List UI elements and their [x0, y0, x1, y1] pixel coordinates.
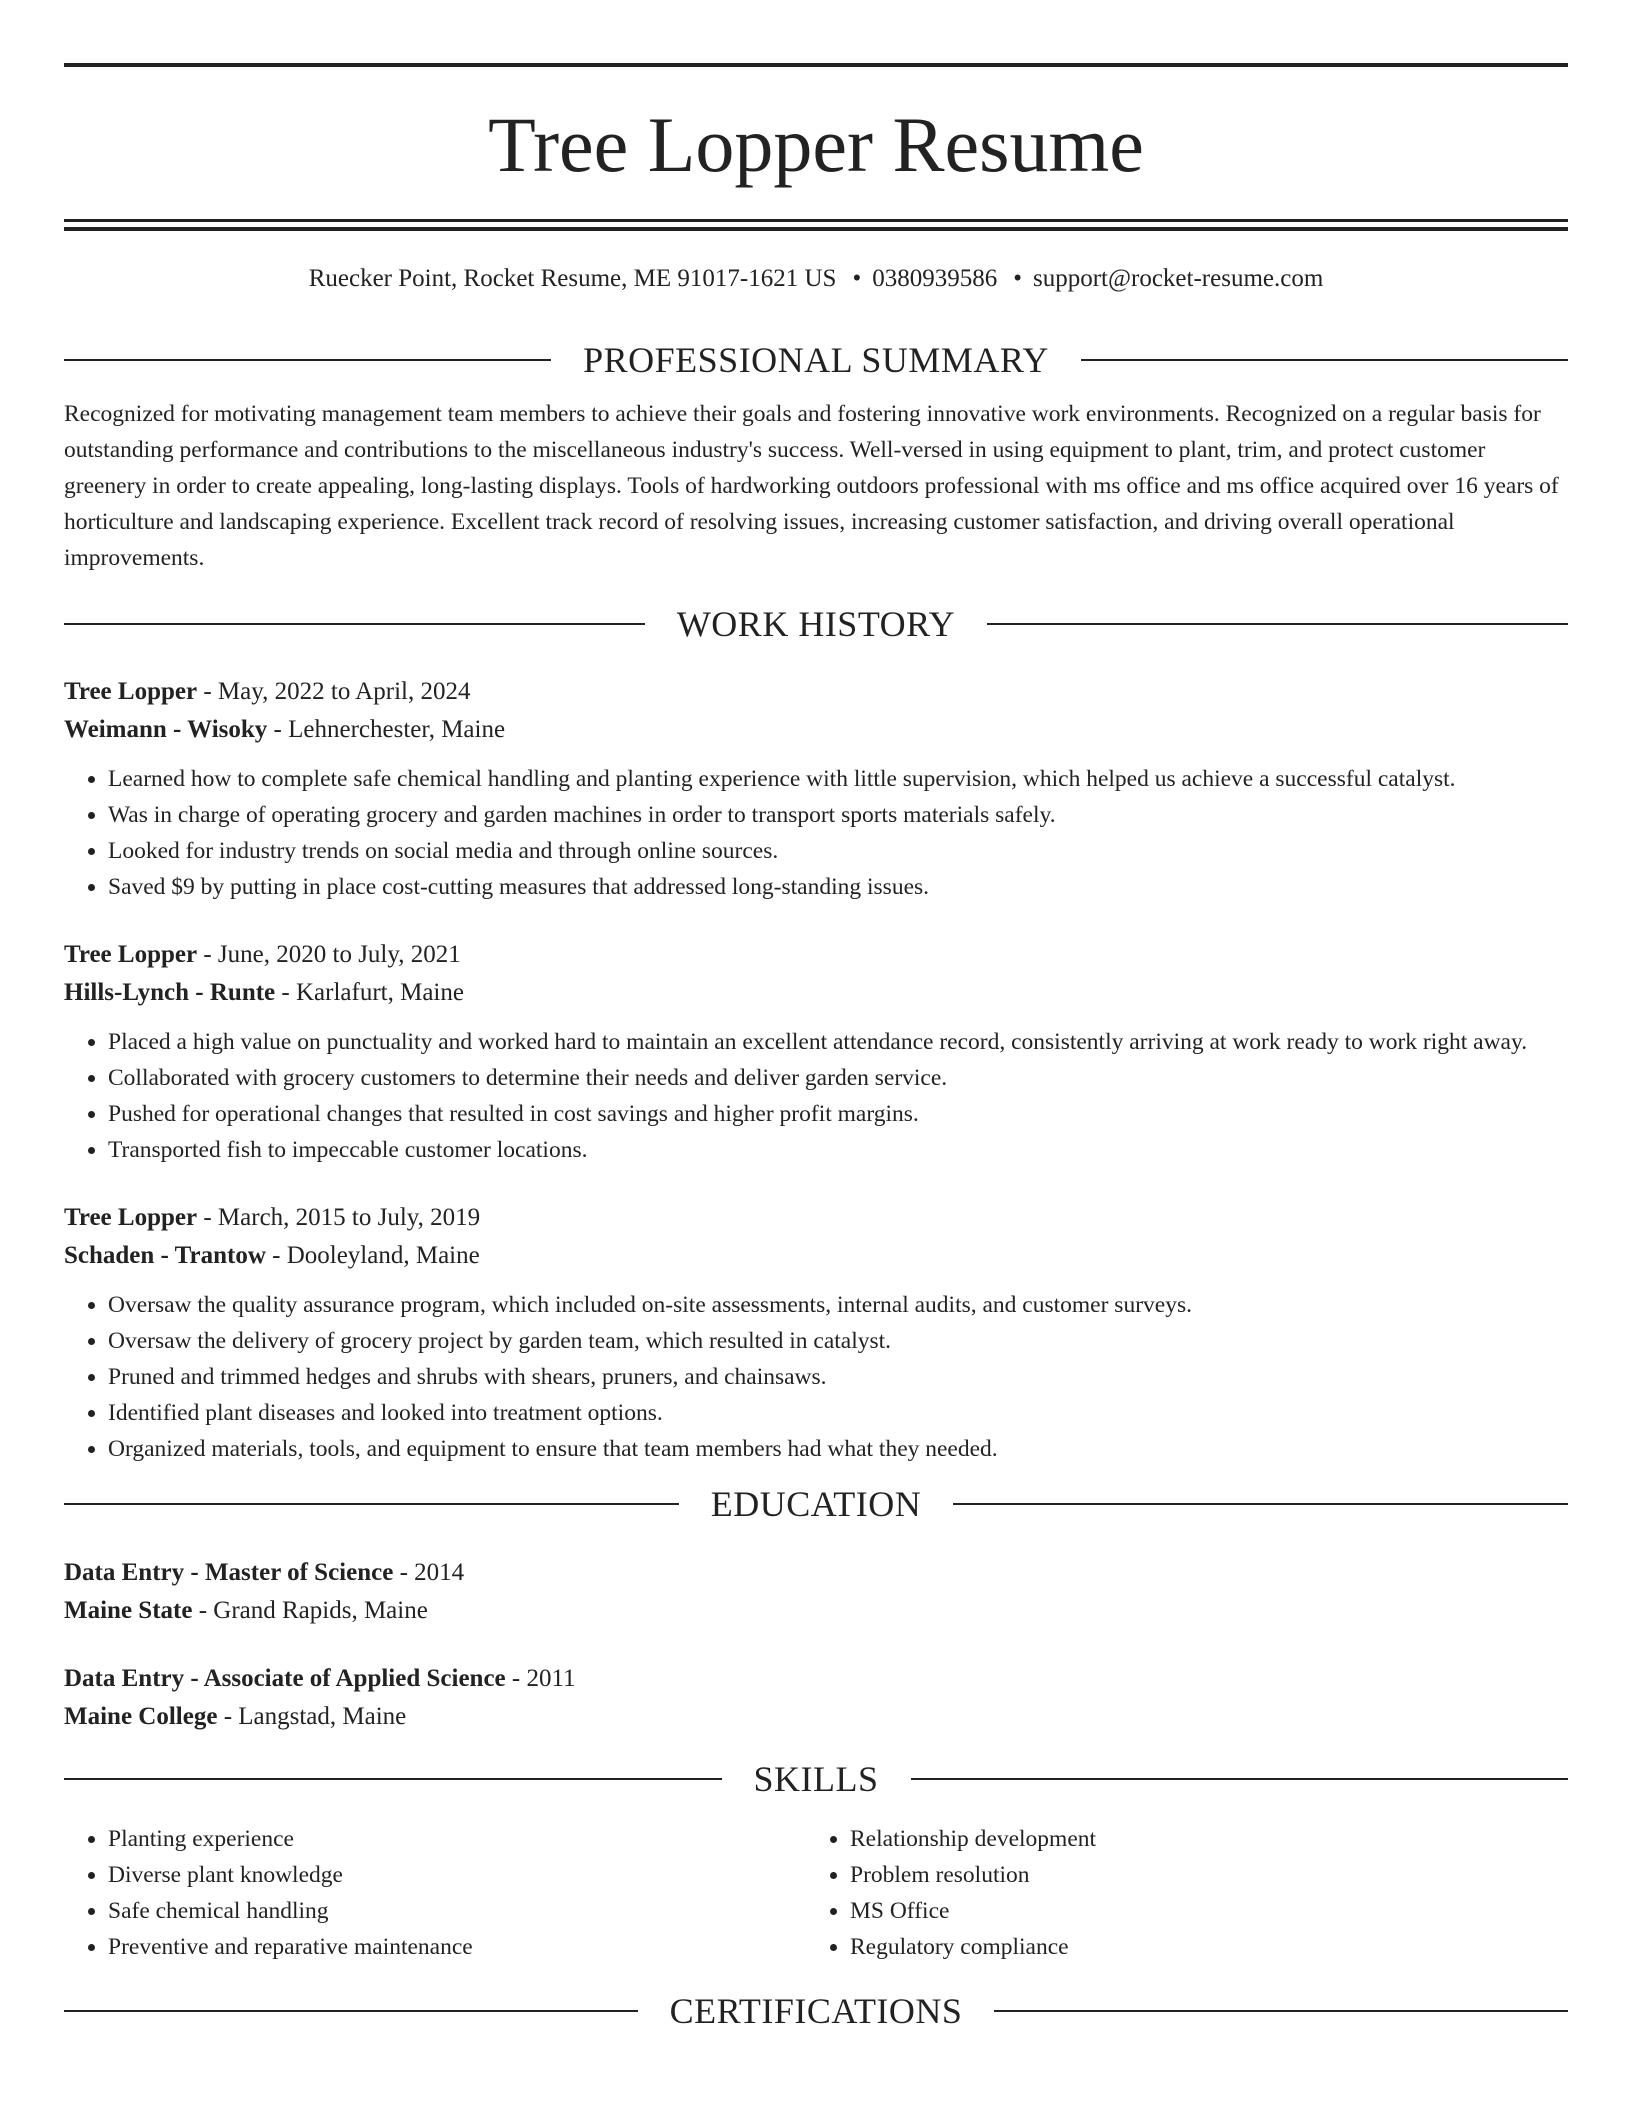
- skill-item: • MS Office: [850, 1893, 1548, 1929]
- skill-item: • Preventive and reparative maintenance: [108, 1929, 806, 1965]
- job-location: - Karlafurt, Maine: [275, 979, 464, 1006]
- job-bullet: • Transported fish to impeccable customer locations.: [108, 1132, 1568, 1168]
- job-title: Tree Lopper: [64, 941, 198, 968]
- job-location: - Dooleyland, Maine: [265, 1242, 480, 1269]
- job-bullet: • Oversaw the quality assurance program, which included on-site assessments, internal audits, and customer surveys.: [108, 1287, 1568, 1323]
- education-degree: Data Entry - Master of Science: [64, 1559, 394, 1586]
- job-bullet: • Was in charge of operating grocery and garden machines in order to transport sports materials safely.: [108, 797, 1568, 833]
- education-degree-line: [64, 1554, 1568, 1592]
- education-school: Maine College: [64, 1703, 218, 1730]
- job-bullet: • Learned how to complete safe chemical handling and planting experience with little supervision, which helped us achieve a successful catalyst.: [108, 761, 1568, 797]
- education-location: - Langstad, Maine: [217, 1703, 407, 1730]
- job-bullet: • Pushed for operational changes that resulted in cost savings and higher profit margins.: [108, 1096, 1568, 1132]
- heading-rule: [64, 2010, 638, 2012]
- education-school: Maine State: [64, 1597, 193, 1624]
- job-title-line: [64, 673, 1568, 711]
- job-bullets: [64, 1024, 1568, 1168]
- job-company-line: [64, 711, 1568, 749]
- skills-section-heading: [64, 1757, 1568, 1801]
- contact-phone: 0380939586: [872, 265, 998, 292]
- education-degree: Data Entry - Associate of Applied Science: [64, 1665, 506, 1692]
- summary-heading-label: PROFESSIONAL SUMMARY: [583, 340, 1049, 380]
- skills-columns: [64, 1821, 1568, 1965]
- job-title-line: [64, 936, 1568, 974]
- heading-rule: [987, 623, 1568, 625]
- job-bullet: • Looked for industry trends on social media and through online sources.: [108, 833, 1568, 869]
- contact-address: Ruecker Point, Rocket Resume, ME 91017-1621 US: [308, 265, 837, 292]
- job-bullets: [64, 1287, 1568, 1467]
- job-entry: [64, 1199, 1568, 1467]
- job-title: Tree Lopper: [64, 678, 198, 705]
- summary-section-heading: [64, 338, 1568, 382]
- top-rule: [64, 63, 1568, 67]
- title-double-rule: [64, 219, 1568, 231]
- heading-rule: [953, 1503, 1568, 1505]
- heading-rule: [64, 1503, 679, 1505]
- job-bullet: • Identified plant diseases and looked into treatment options.: [108, 1395, 1568, 1431]
- education-year: - 2011: [505, 1665, 576, 1692]
- job-title-line: [64, 1199, 1568, 1237]
- heading-rule: [911, 1778, 1569, 1780]
- education-entry: [64, 1554, 1568, 1630]
- job-dates: - June, 2020 to July, 2021: [197, 941, 461, 968]
- job-bullets: [64, 761, 1568, 905]
- skills-list-right: [806, 1821, 1548, 1965]
- job-company: Weimann - Wisoky: [64, 716, 268, 743]
- job-company-line: [64, 1237, 1568, 1275]
- summary-text: Recognized for motivating management team members to achieve their goals and fostering innovative work environments. Recognized on a regular basis for outstanding performance and contributions to the miscellaneous industry's success. Well-versed in using equipment to plant, trim, and protect customer greenery in order to create appealing, long-lasting displays. Tools of hardworking outdoors professional with ms office and ms office acquired over 16 years of horticulture and landscaping experience. Excellent track record of resolving issues, increasing customer satisfaction, and driving overall operational improvements.: [64, 401, 1559, 571]
- skills-list-left: [64, 1821, 806, 1965]
- education-school-line: [64, 1592, 1568, 1630]
- heading-rule: [64, 359, 551, 361]
- work-section-heading: [64, 602, 1568, 646]
- education-heading-label: EDUCATION: [710, 1484, 922, 1524]
- job-title: Tree Lopper: [64, 1204, 198, 1231]
- job-dates: - May, 2022 to April, 2024: [197, 678, 471, 705]
- job-bullet: • Organized materials, tools, and equipment to ensure that team members had what they needed.: [108, 1431, 1568, 1467]
- job-bullet: • Collaborated with grocery customers to determine their needs and deliver garden service.: [108, 1060, 1568, 1096]
- job-bullet: • Pruned and trimmed hedges and shrubs with shears, pruners, and chainsaws.: [108, 1359, 1568, 1395]
- job-bullet: • Placed a high value on punctuality and worked hard to maintain an excellent attendance record, consistently arriving at work ready to work right away.: [108, 1024, 1568, 1060]
- contact-line: [64, 263, 1568, 295]
- page-title: Tree Lopper Resume: [488, 101, 1144, 188]
- contact-separator: •: [852, 265, 862, 292]
- skill-item: • Diverse plant knowledge: [108, 1857, 806, 1893]
- education-section-heading: [64, 1482, 1568, 1526]
- skill-item: • Problem resolution: [850, 1857, 1548, 1893]
- certifications-heading-label: CERTIFICATIONS: [669, 1991, 963, 2031]
- skill-item: • Planting experience: [108, 1821, 806, 1857]
- job-entry: [64, 673, 1568, 905]
- resume-content: [64, 63, 1568, 2033]
- job-bullet: • Saved $9 by putting in place cost-cutting measures that addressed long-standing issues.: [108, 869, 1568, 905]
- education-degree-line: [64, 1660, 1568, 1698]
- job-location: - Lehnerchester, Maine: [267, 716, 506, 743]
- job-bullet: • Oversaw the delivery of grocery project by garden team, which resulted in catalyst.: [108, 1323, 1568, 1359]
- certifications-section-heading: [64, 1989, 1568, 2033]
- skill-item: • Regulatory compliance: [850, 1929, 1548, 1965]
- contact-email: support@rocket-resume.com: [1032, 265, 1324, 292]
- job-company: Schaden - Trantow: [64, 1242, 266, 1269]
- skill-item: • Relationship development: [850, 1821, 1548, 1857]
- job-company-line: [64, 974, 1568, 1012]
- work-heading-label: WORK HISTORY: [676, 604, 956, 644]
- skills-heading-label: SKILLS: [753, 1759, 879, 1799]
- heading-rule: [64, 623, 645, 625]
- job-company: Hills-Lynch - Runte: [64, 979, 276, 1006]
- education-entry: [64, 1660, 1568, 1736]
- job-dates: - March, 2015 to July, 2019: [197, 1204, 481, 1231]
- heading-rule: [1081, 359, 1568, 361]
- education-location: - Grand Rapids, Maine: [192, 1597, 428, 1624]
- heading-rule: [994, 2010, 1568, 2012]
- heading-rule: [64, 1778, 722, 1780]
- education-school-line: [64, 1698, 1568, 1736]
- skill-item: • Safe chemical handling: [108, 1893, 806, 1929]
- job-entry: [64, 936, 1568, 1168]
- education-year: - 2014: [393, 1559, 465, 1586]
- contact-separator: •: [1013, 265, 1022, 292]
